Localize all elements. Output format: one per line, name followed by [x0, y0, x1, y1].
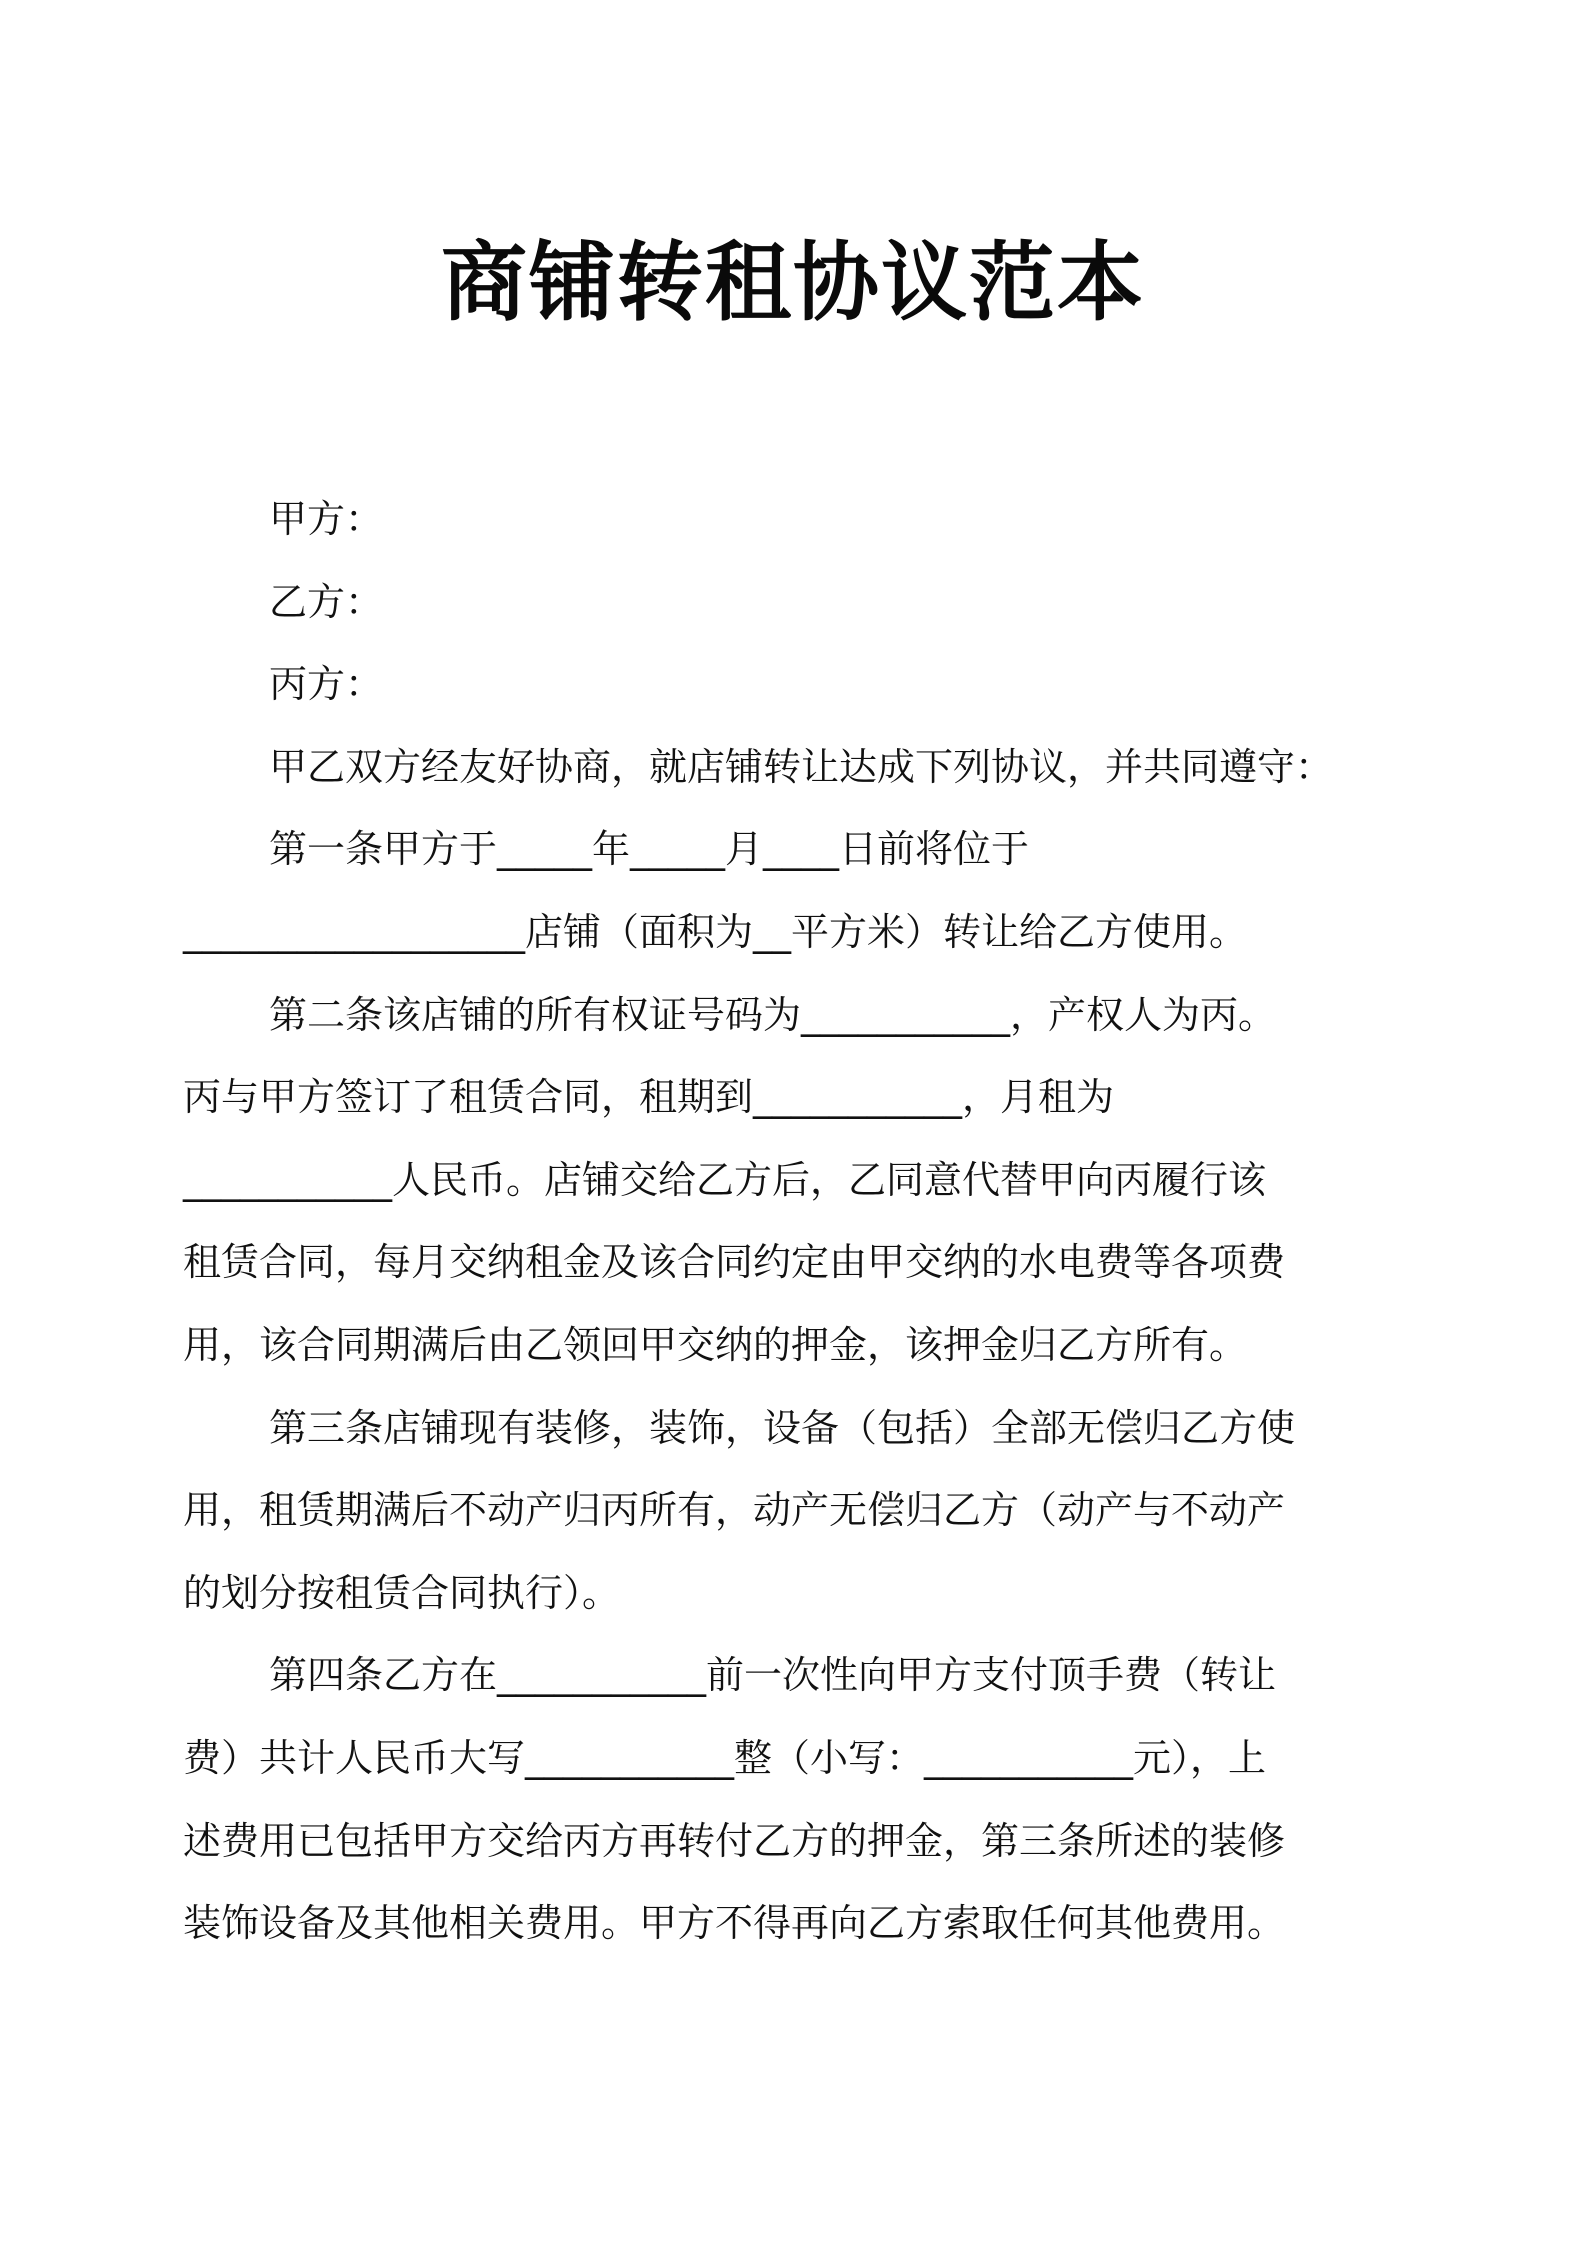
- article-2-line-4: 租赁合同，每月交纳租金及该合同约定由甲交纳的水电费等各项费: [183, 1240, 1286, 1285]
- article-1-line-1: 第一条甲方于_____年_____月____日前将位于: [269, 827, 1030, 872]
- article-4-line-4: 装饰设备及其他相关费用。甲方不得再向乙方索取任何其他费用。: [183, 1901, 1286, 1946]
- article-3-line-1: 第三条店铺现有装修，装饰，设备（包括）全部无偿归乙方使: [269, 1405, 1296, 1450]
- article-2-line-3: ___________人民币。店铺交给乙方后，乙同意代替甲向丙履行该: [183, 1157, 1267, 1202]
- party-b-line: 乙方：: [269, 579, 384, 624]
- article-2-line-2: 丙与甲方签订了租赁合同，租期到___________，月租为: [183, 1075, 1115, 1120]
- article-4-line-2: 费）共计人民币大写___________整（小写：___________元），上: [183, 1735, 1267, 1780]
- article-4-line-3: 述费用已包括甲方交给丙方再转付乙方的押金，第三条所述的装修: [183, 1818, 1286, 1863]
- article-2-line-1: 第二条该店铺的所有权证号码为___________，产权人为丙。: [269, 992, 1277, 1037]
- document-title: 商铺转租协议范本: [441, 233, 1145, 333]
- article-3-line-2: 用，租赁期满后不动产归丙所有，动产无偿归乙方（动产与不动产: [183, 1488, 1286, 1533]
- party-a-line: 甲方：: [269, 497, 384, 541]
- article-3-line-3: 的划分按租赁合同执行）。: [183, 1570, 621, 1615]
- document-body: [183, 478, 1418, 1965]
- article-2-line-5: 用，该合同期满后由乙领回甲交纳的押金，该押金归乙方所有。: [183, 1322, 1248, 1367]
- article-4-line-1: 第四条乙方在___________前一次性向甲方支付顶手费（转让: [269, 1653, 1277, 1698]
- preamble-line: 甲乙双方经友好协商，就店铺转让达成下列协议，并共同遵守：: [269, 744, 1334, 789]
- party-c-line: 丙方：: [269, 662, 384, 707]
- article-1-line-2: __________________店铺（面积为__平方米）转让给乙方使用。: [183, 909, 1248, 954]
